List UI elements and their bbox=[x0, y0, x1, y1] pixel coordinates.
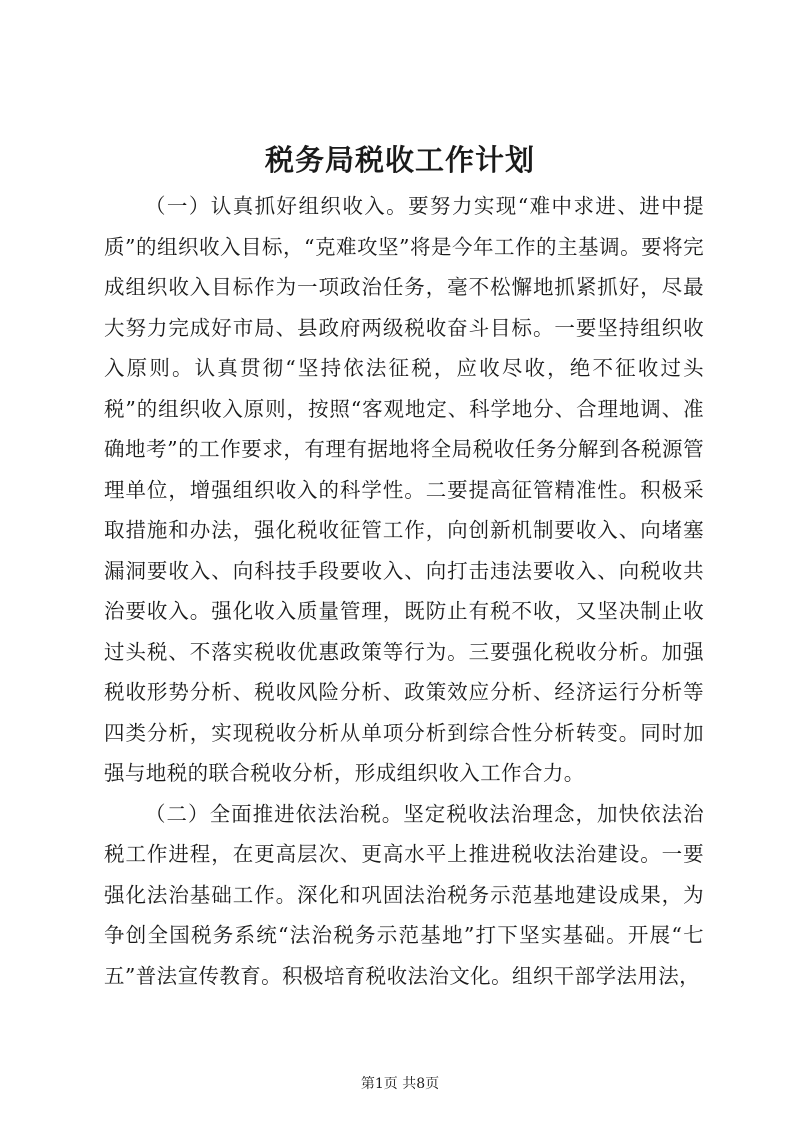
document-body bbox=[104, 186, 704, 996]
paragraph-1: （一）认真抓好组织收入。要努力实现“难中求进、进中提质”的组织收入目标，“克难攻坚”将是今年工作的主基调。要将完成组织收入目标作为一项政治任务，毫不松懈地抓紧抓好，尽最大努力完成好市局、县政府两级税收奋斗目标。一要坚持组织收入原则。认真贯彻“坚持依法征税，应收尽收，绝不征收过头税”的组织收入原则，按照“客观地定、科学地分、合理地调、准确地考”的工作要求，有理有据地将全局税收任务分解到各税源管理单位，增强组织收入的科学性。二要提高征管精准性。积极采取措施和办法，强化税收征管工作，向创新机制要收入、向堵塞漏洞要收入、向科技手段要收入、向打击违法要收入、向税收共治要收入。强化收入质量管理，既防止有税不收，又坚决制止收过头税、不落实税收优惠政策等行为。三要强化税收分析。加强税收形势分析、税收风险分析、政策效应分析、经济运行分析等四类分析，实现税收分析从单项分析到综合性分析转变。同时加强与地税的联合税收分析，形成组织收入工作合力。 bbox=[104, 194, 704, 785]
document-title: 税务局税收工作计划 bbox=[264, 143, 535, 177]
paragraph-2: （二）全面推进依法治税。坚定税收法治理念，加快依法治税工作进程，在更高层次、更高水平上推进税收法治建设。一要强化法治基础工作。深化和巩固法治税务示范基地建设成果，为争创全国税务系统“法治税务示范基地”打下坚实基础。开展“七五”普法宣传教育。积极培育税收法治文化。组织干部学法用法， bbox=[104, 801, 704, 988]
page-number-footer: 第1页 共8页 bbox=[360, 1076, 440, 1092]
